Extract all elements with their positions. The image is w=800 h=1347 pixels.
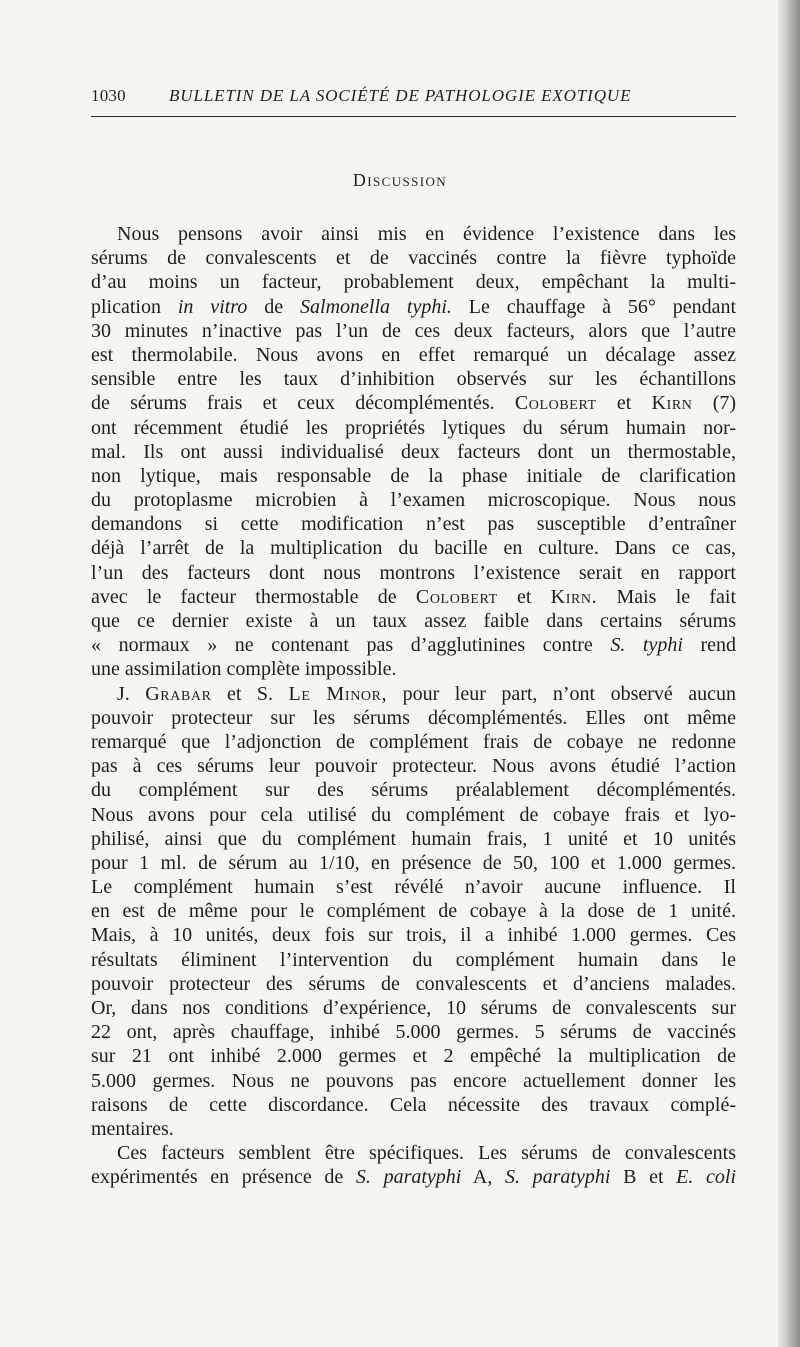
paragraph-2-line: Mais, à 10 unités, deux fois sur trois, il a inhibé 1.000 germes. Ces [91, 924, 736, 947]
paragraph-2-line: pouvoir protecteur sur les sérums décomplémentés. Elles ont même [91, 706, 736, 729]
paragraph-1-line: ont récemment étudié les propriétés lytiques du sérum humain nor- [91, 416, 736, 439]
paragraph-1-line: du protoplasme microbien à l’examen microscopique. Nous nous [91, 489, 736, 512]
reference-number: (7) [712, 392, 737, 415]
paragraph-3-line: Ces facteurs semblent être spécifiques. Les sérums de convalescents [117, 1142, 736, 1165]
journal-title: BULLETIN DE LA SOCIÉTÉ DE PATHOLOGIE EXOTIQUE [169, 86, 632, 105]
running-header [91, 84, 736, 110]
paragraph-2-line: raisons de cette discordance. Cela nécessite des travaux complé- [91, 1093, 736, 1116]
paragraph-3-line: expérimentés en présence de S. paratyphi A, S. paratyphi B et E. coli [91, 1166, 737, 1189]
author-name: Kirn. [550, 585, 598, 608]
paragraph-2-line: du complément sur des sérums préalablement décomplémentés. [91, 779, 736, 802]
paragraph-2-line: Nous avons pour cela utilisé du complément de cobaye frais et lyo- [91, 803, 736, 826]
paragraph-1-line: est thermolabile. Nous avons en effet remarqué un décalage assez [91, 343, 736, 366]
author-name: Le Minor, [288, 682, 388, 705]
paragraph-2-line: résultats éliminent l’intervention du complément humain dans le [91, 948, 736, 971]
paragraph-1-line: plication in vitro de Salmonella typhi. Le chauffage à 56° pendant [91, 295, 737, 318]
paragraph-1-line: non lytique, mais responsable de la phase initiale de clarification [91, 464, 736, 487]
paragraph-2-line: mentaires. [91, 1117, 174, 1140]
author-name: Grabar [145, 682, 212, 705]
author-name: Colobert [514, 392, 597, 415]
body-text [91, 222, 736, 1190]
paragraph-2-line: 22 ont, après chauffage, inhibé 5.000 germes. 5 sérums de vaccinés [91, 1021, 736, 1044]
paragraph-1-line: avec le facteur thermostable de Colobert et Kirn. Mais le fait [91, 585, 737, 608]
paragraph-1-line: sensible entre les taux d’inhibition observés sur les échantillons [91, 368, 736, 391]
paragraph-1-line: déjà l’arrêt de la multiplication du bacille en culture. Dans ce cas, [91, 537, 736, 560]
italic-term: in vitro [177, 295, 248, 318]
paragraph-1-line: sérums de convalescents et de vaccinés contre la fièvre typhoïde [91, 247, 736, 270]
header-rule [91, 116, 736, 117]
paragraph-1-line: l’un des facteurs dont nous montrons l’existence serait en rapport [91, 561, 736, 584]
paragraph-1-line: « normaux » ne contenant pas d’agglutinines contre S. typhi rend [91, 634, 737, 657]
paragraph-1-line: demandons si cette modification n’est pas susceptible d’entraîner [91, 513, 736, 536]
paragraph-1-line: 30 minutes n’inactive pas l’un de ces deux facteurs, alors que l’autre [91, 319, 736, 342]
species-name: S. paratyphi [505, 1166, 611, 1189]
paragraph-2-line: pas à ces sérums leur pouvoir protecteur. Nous avons étudié l’action [91, 755, 736, 778]
paragraph-2-line: en est de même pour le complément de cobaye à la dose de 1 unité. [91, 900, 736, 923]
paragraph-2-line: philisé, ainsi que du complément humain frais, 1 unité et 10 unités [91, 827, 736, 850]
paragraph-2-line: remarqué que l’adjonction de complément frais de cobaye ne redonne [91, 730, 736, 753]
paragraph-2-line: sur 21 ont inhibé 2.000 germes et 2 empêché la multiplication de [91, 1045, 736, 1068]
species-name: S. paratyphi [355, 1166, 462, 1189]
species-name: S. typhi [610, 634, 683, 657]
author-name: Kirn [651, 392, 693, 415]
paragraph-2-line: pouvoir protecteur des sérums de convalescents et d’anciens malades. [91, 972, 736, 995]
paragraph-2-line: Le complément humain s’est révélé n’avoir aucune influence. Il [91, 876, 736, 899]
paragraph-1-line: d’au moins un facteur, probablement deux, empêchant la multi- [91, 271, 736, 294]
paragraph-1-line: Nous pensons avoir ainsi mis en évidence l’existence dans les [117, 223, 736, 245]
species-name: Salmonella typhi. [300, 295, 452, 318]
paragraph-2-line: pour 1 ml. de sérum au 1/10, en présence de 50, 100 et 1.000 germes. [91, 851, 736, 874]
page-number: 1030 [91, 86, 126, 105]
author-name: Colobert [415, 585, 498, 608]
paragraph-1-line: une assimilation complète impossible. [91, 658, 397, 681]
section-heading: Discussion [352, 170, 448, 190]
paragraph-2-line: J. Grabar et S. Le Minor, pour leur part, n’ont observé aucun [117, 682, 736, 705]
page-edge-shadow [778, 0, 800, 1347]
species-name: E. coli [676, 1166, 737, 1189]
paragraph-1-line: de sérums frais et ceux décomplémentés. Colobert et Kirn (7) [91, 392, 737, 415]
paragraph-1-line: mal. Ils ont aussi individualisé deux facteurs dont un thermostable, [91, 440, 736, 463]
paragraph-2-line: 5.000 germes. Nous ne pouvons pas encore actuellement donner les [91, 1069, 736, 1092]
paragraph-2-line: Or, dans nos conditions d’expérience, 10 sérums de convalescents sur [91, 997, 736, 1019]
paragraph-1-line: que ce dernier existe à un taux assez faible dans certains sérums [91, 610, 736, 632]
